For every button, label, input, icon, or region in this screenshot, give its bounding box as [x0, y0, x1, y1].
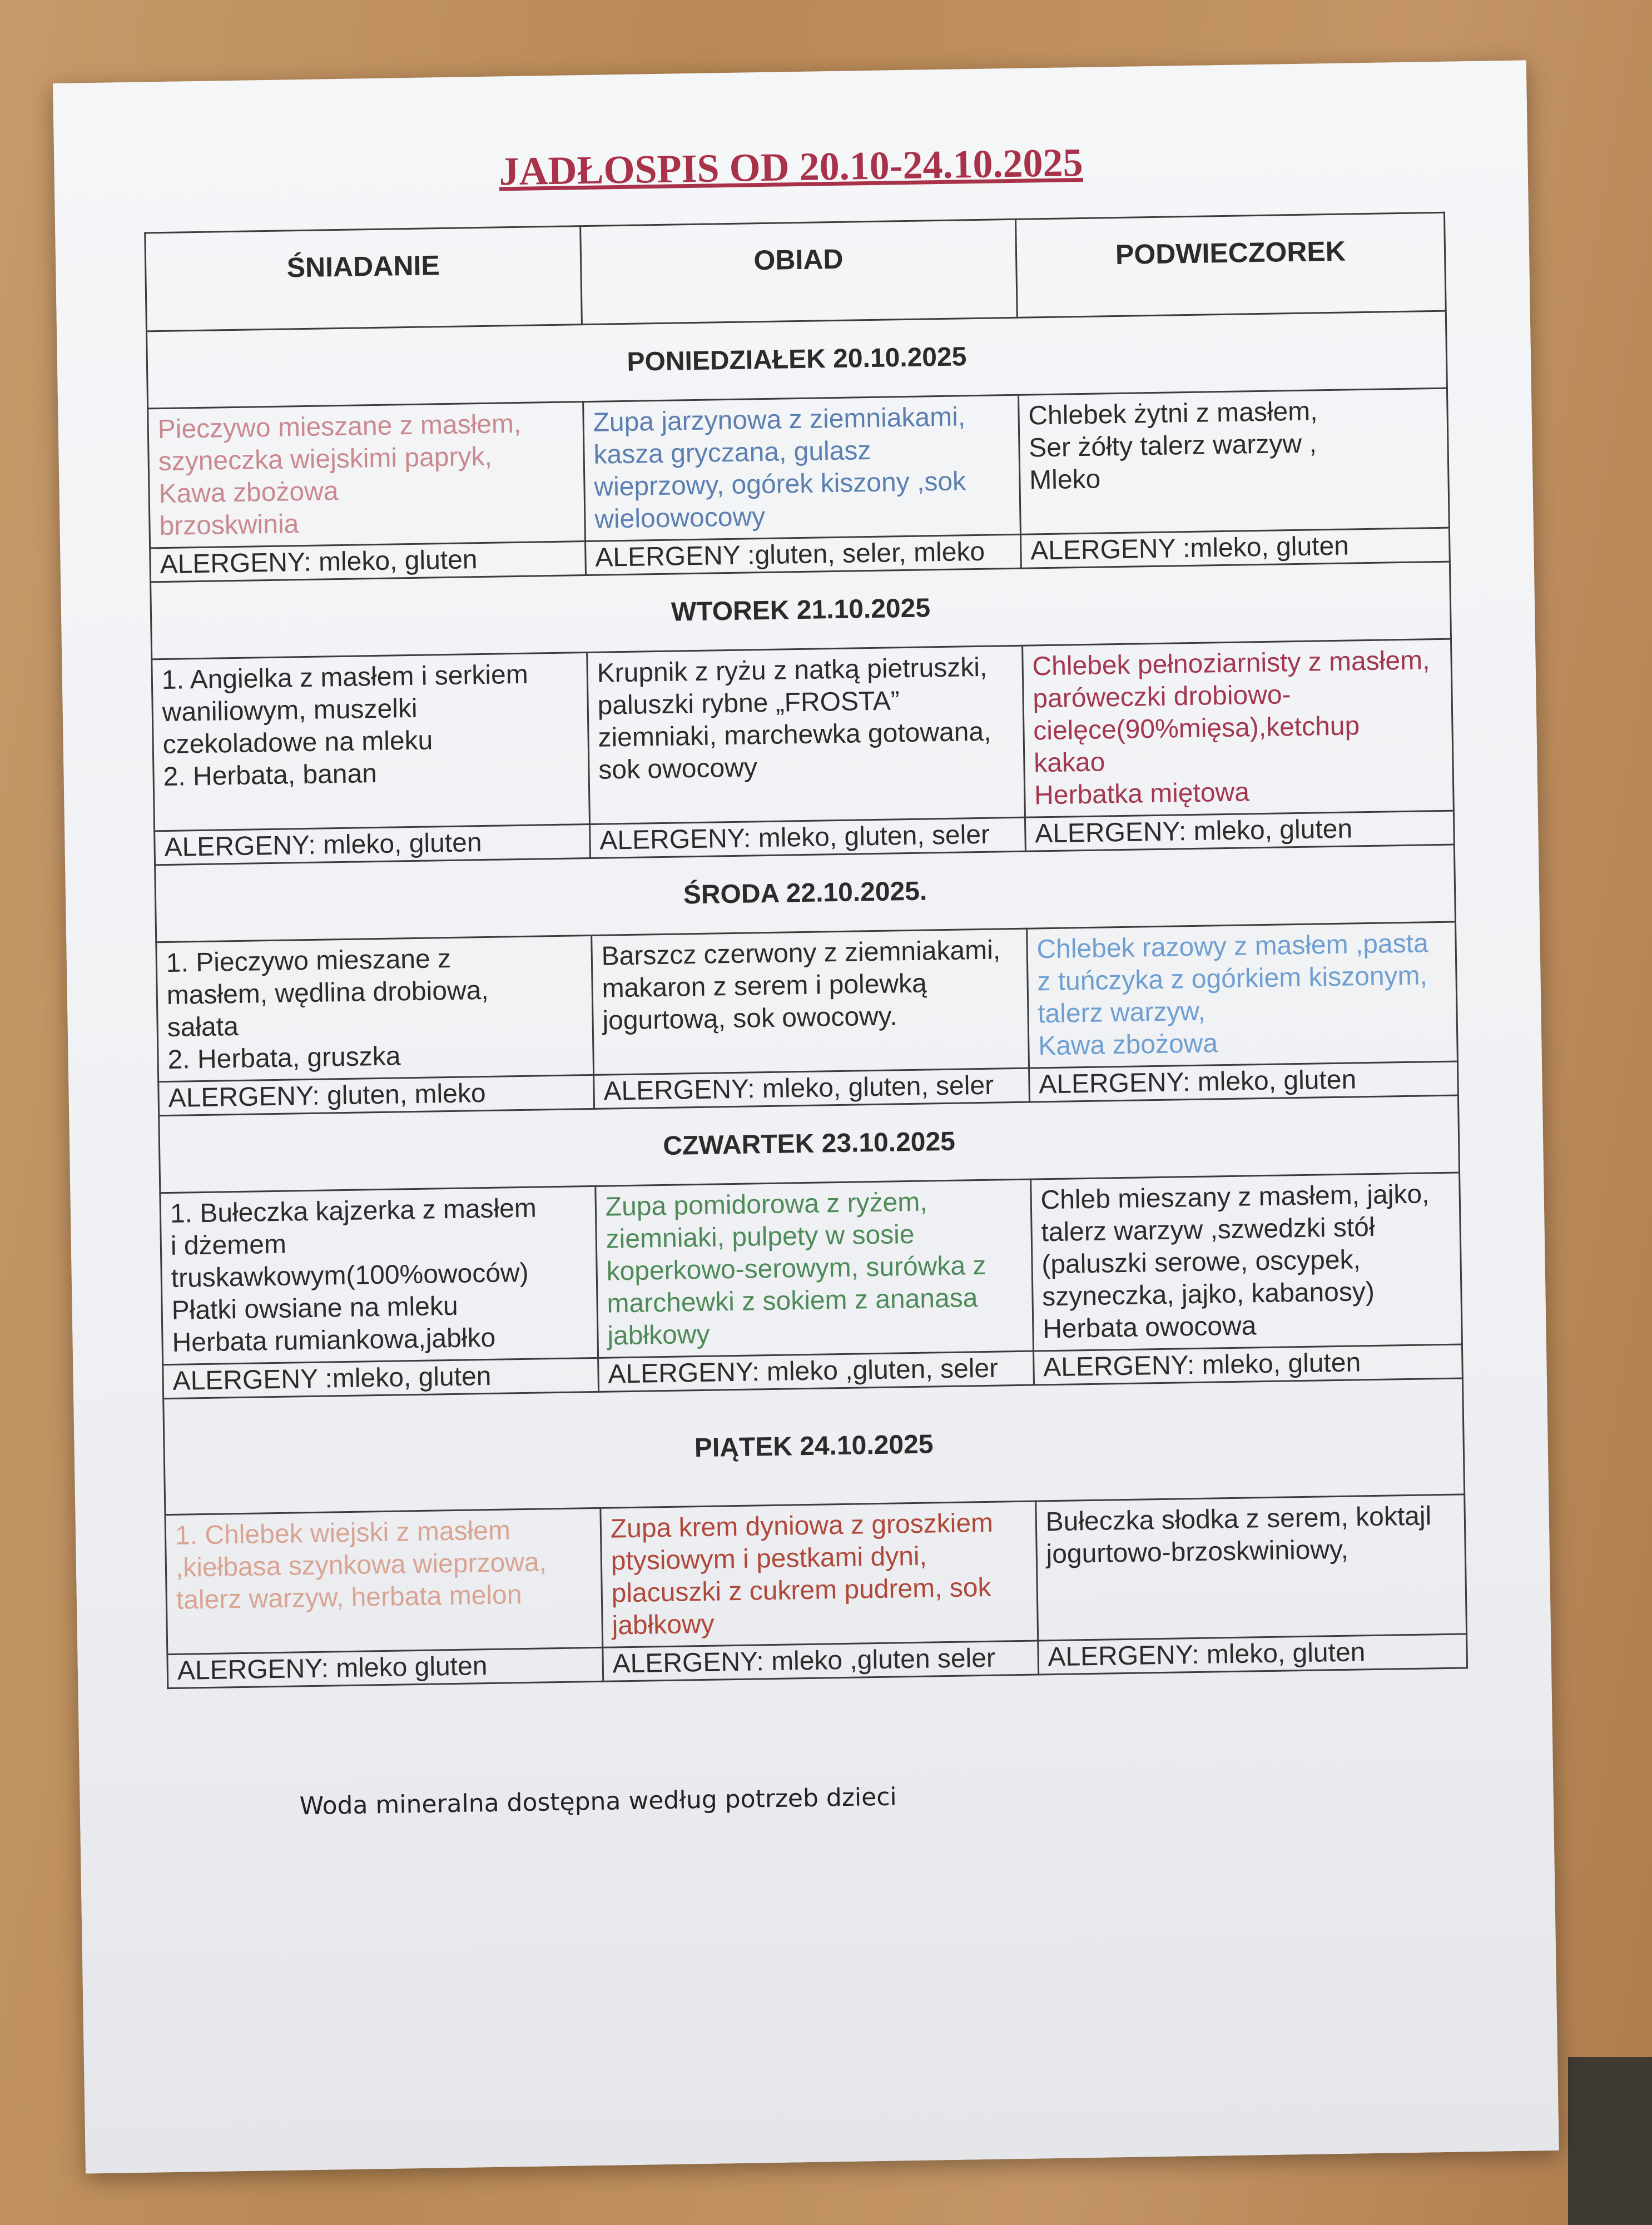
- lunch-monday: Zupa jarzynowa z ziemniakami, kasza gryczana, gulasz wieprzowy, ogórek kiszony ,sok wieloowocowy: [583, 395, 1021, 541]
- column-header-breakfast: ŚNIADANIE: [145, 226, 582, 331]
- snack-tuesday: Chlebek pełnoziarnisty z masłem, paróweczki drobiowo- cielęce(90%mięsa),ketchup kakao Herbatka miętowa: [1022, 639, 1453, 817]
- menu-table: [144, 212, 1468, 1689]
- allergens-breakfast-monday: ALERGENY: mleko, gluten: [150, 542, 586, 582]
- snack-wednesday: Chlebek razowy z masłem ,pasta z tuńczyka z ogórkiem kiszonym, talerz warzyw, Kawa zbożowa: [1026, 922, 1457, 1068]
- day-heading-thursday: CZWARTEK 23.10.2025: [159, 1095, 1460, 1193]
- allergens-breakfast-friday: ALERGENY: mleko gluten: [167, 1647, 603, 1688]
- day-heading-monday: PONIEDZIAŁEK 20.10.2025: [147, 311, 1447, 409]
- snack-friday: Bułeczka słodka z serem, koktajl jogurtowo-brzoskwiniowy,: [1036, 1494, 1467, 1641]
- lunch-wednesday: Barszcz czerwony z ziemniakami, makaron z serem i polewką jogurtową, sok owocowy.: [592, 928, 1029, 1075]
- meal-row-thursday: [160, 1173, 1462, 1365]
- breakfast-tuesday: 1. Angielka z masłem i serkiem waniliowym, muszelki czekoladowe na mleku 2. Herbata, banan: [152, 653, 590, 831]
- meal-row-monday: [148, 388, 1450, 548]
- lunch-friday: Zupa krem dyniowa z groszkiem ptysiowym i pestkami dyni, placuszki z cukrem pudrem, sok jabłkowy: [601, 1501, 1038, 1647]
- meal-row-wednesday: [156, 922, 1458, 1082]
- allergens-snack-wednesday: ALERGENY: mleko, gluten: [1029, 1061, 1458, 1102]
- day-heading-friday: PIĄTEK 24.10.2025: [163, 1378, 1465, 1515]
- meal-row-tuesday: [152, 639, 1454, 831]
- breakfast-wednesday: 1. Pieczywo mieszane z masłem, wędlina drobiowa, sałata 2. Herbata, gruszka: [156, 935, 594, 1081]
- allergens-snack-thursday: ALERGENY: mleko, gluten: [1033, 1344, 1462, 1385]
- allergens-breakfast-thursday: ALERGENY :mleko, gluten: [163, 1358, 599, 1398]
- allergens-breakfast-tuesday: ALERGENY: mleko, gluten: [155, 824, 591, 865]
- breakfast-monday: Pieczywo mieszane z masłem, szyneczka wiejskimi papryk, Kawa zbożowa brzoskwinia: [148, 402, 586, 548]
- column-header-snack: PODWIECZOREK: [1015, 212, 1446, 317]
- allergens-lunch-tuesday: ALERGENY: mleko, gluten, seler: [589, 817, 1025, 858]
- allergens-snack-tuesday: ALERGENY: mleko, gluten: [1025, 811, 1454, 851]
- table-edge: [1568, 2057, 1652, 2225]
- day-heading-wednesday: ŚRODA 22.10.2025.: [155, 845, 1456, 942]
- breakfast-friday: 1. Chlebek wiejski z masłem ,kiełbasa szynkowa wieprzowa, talerz warzyw, herbata melon: [165, 1508, 603, 1654]
- menu-title: JADŁOSPIS OD 20.10-24.10.2025: [498, 140, 1084, 194]
- lunch-thursday: Zupa pomidorowa z ryżem, ziemniaki, pulpety w sosie koperkowo-serowym, surówka z marchewki z sokiem z ananasa jabłkowy: [596, 1179, 1034, 1358]
- meal-row-friday: [165, 1494, 1467, 1655]
- allergens-lunch-monday: ALERGENY :gluten, seler, mleko: [585, 534, 1021, 575]
- column-header-lunch: OBIAD: [581, 219, 1018, 324]
- breakfast-thursday: 1. Bułeczka kajzerka z masłem i dżemem truskawkowym(100%owoców) Płatki owsiane na mleku Herbata rumiankowa,jabłko: [160, 1186, 598, 1364]
- allergens-lunch-thursday: ALERGENY: mleko ,gluten, seler: [598, 1351, 1034, 1392]
- allergens-snack-friday: ALERGENY: mleko, gluten: [1038, 1634, 1467, 1675]
- snack-monday: Chlebek żytni z masłem, Ser żółty talerz warzyw , Mleko: [1018, 388, 1449, 534]
- lunch-tuesday: Krupnik z ryżu z natką pietruszki, paluszki rybne „FROSTA” ziemniaki, marchewka gotowana, sok owocowy: [587, 645, 1025, 824]
- day-heading-tuesday: WTOREK 21.10.2025: [151, 562, 1451, 659]
- allergens-snack-monday: ALERGENY :mleko, gluten: [1020, 528, 1450, 568]
- allergens-lunch-wednesday: ALERGENY: mleko, gluten, seler: [594, 1068, 1030, 1109]
- footer-note: Woda mineralna dostępna według potrzeb dzieci: [299, 1782, 897, 1821]
- allergens-breakfast-wednesday: ALERGENY: gluten, mleko: [158, 1075, 594, 1115]
- menu-sheet: [53, 60, 1559, 2173]
- allergens-lunch-friday: ALERGENY: mleko ,gluten seler: [603, 1641, 1039, 1681]
- snack-thursday: Chleb mieszany z masłem, jajko, talerz warzyw ,szwedzki stół (paluszki serowe, oscypek, szyneczka, jajko, kabanosy) Herbata owocowa: [1030, 1173, 1462, 1351]
